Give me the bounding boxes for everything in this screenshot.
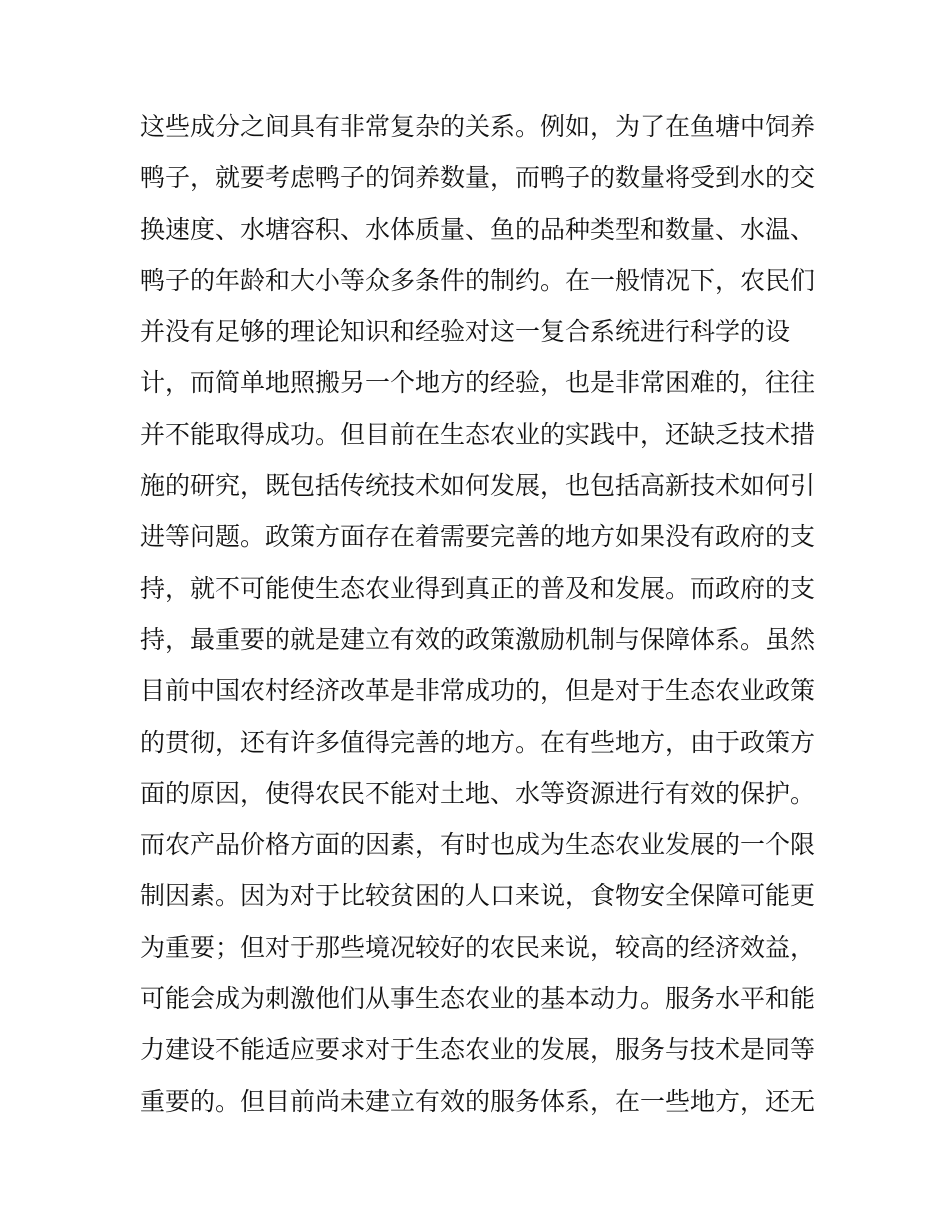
text-line-5: 并没有足够的理论知识和经验对这一复合系统进行科学的设 (140, 317, 791, 347)
text-line-15: 而农产品价格方面的因素，有时也成为生态农业发展的一个限 (140, 830, 816, 860)
text-line-6: 计，而简单地照搬另一个地方的经验，也是非常困难的，往往 (140, 368, 816, 398)
text-line-9: 进等问题。政策方面存在着需要完善的地方如果没有政府的支 (140, 522, 816, 552)
text-line-12: 目前中国农村经济改革是非常成功的，但是对于生态农业政策 (140, 676, 816, 706)
text-line-16: 制因素。因为对于比较贫困的人口来说，食物安全保障可能更 (140, 881, 816, 911)
text-line-13: 的贯彻，还有许多值得完善的地方。在有些地方，由于政策方 (140, 727, 816, 757)
text-line-11: 持，最重要的就是建立有效的政策激励机制与保障体系。虽然 (140, 624, 816, 654)
text-line-18: 可能会成为刺激他们从事生态农业的基本动力。服务水平和能 (140, 984, 816, 1014)
text-line-17: 为重要；但对于那些境况较好的农民来说，较高的经济效益， (140, 932, 816, 962)
text-line-19: 力建设不能适应要求对于生态农业的发展，服务与技术是同等 (140, 1035, 816, 1065)
text-line-3: 换速度、水塘容积、水体质量、鱼的品种类型和数量、水温、 (140, 214, 816, 244)
text-line-2: 鸭子，就要考虑鸭子的饲养数量，而鸭子的数量将受到水的交 (140, 163, 816, 193)
text-line-14: 面的原因，使得农民不能对土地、水等资源进行有效的保护。 (140, 778, 816, 808)
text-line-4: 鸭子的年龄和大小等众多条件的制约。在一般情况下，农民们 (140, 265, 816, 295)
text-line-20: 重要的。但目前尚未建立有效的服务体系，在一些地方，还无 (140, 1086, 816, 1116)
text-line-7: 并不能取得成功。但目前在生态农业的实践中，还缺乏技术措 (140, 419, 816, 449)
text-line-8: 施的研究，既包括传统技术如何发展，也包括高新技术如何引 (140, 471, 816, 501)
text-line-1: 这些成分之间具有非常复杂的关系。例如，为了在鱼塘中饲养 (140, 112, 816, 141)
body-text (140, 101, 820, 1127)
text-line-10: 持，就不可能使生态农业得到真正的普及和发展。而政府的支 (140, 573, 816, 603)
